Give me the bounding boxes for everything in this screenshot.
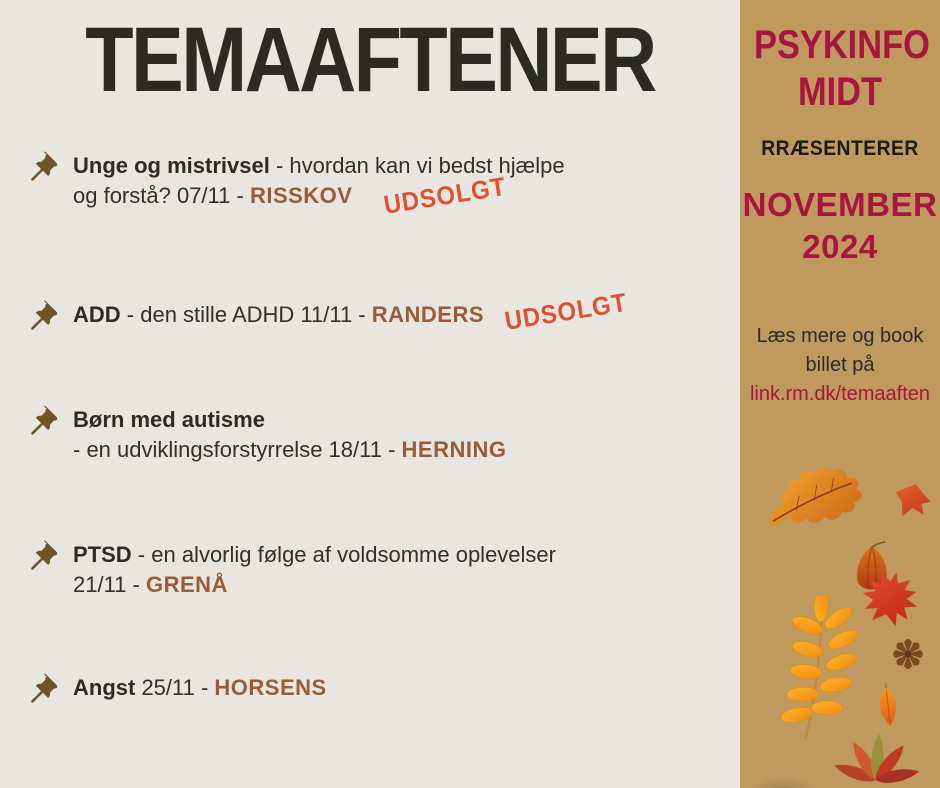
poster-sidebar [740, 0, 940, 788]
event-title: Børn med autisme [73, 407, 265, 432]
event-item-boern-med-autisme [24, 405, 724, 465]
event-location: HERNING [401, 437, 507, 462]
event-line [73, 673, 327, 703]
org-name-line1: PSYKINFO [754, 23, 930, 67]
event-text [73, 300, 484, 330]
edition-date [740, 184, 940, 268]
org-name-line2: MIDT [797, 70, 883, 114]
event-title: ADD [73, 302, 121, 327]
event-description: - den stille ADHD 11/11 - [120, 302, 372, 327]
edition-year: 2024 [802, 228, 878, 265]
event-item-ptsd [24, 540, 724, 600]
pushpin-icon [24, 403, 60, 439]
sold-out-stamp: UDSOLGT [381, 170, 509, 220]
sold-out-stamp: UDSOLGT [502, 286, 630, 336]
event-title: Unge og mistrivsel [73, 153, 270, 178]
event-location: HORSENS [214, 675, 327, 700]
event-description: - en alvorlig følge af voldsomme oplevelser [131, 542, 556, 567]
booking-link[interactable]: link.rm.dk/temaaften [749, 383, 931, 405]
event-line [73, 405, 506, 435]
cta-line1: Læs mere og book [756, 325, 924, 347]
event-description: - hvordan kan vi bedst hjælpe [269, 153, 565, 178]
event-location: RISSKOV [249, 183, 353, 208]
star-anise-icon [890, 636, 926, 672]
event-location: GRENÅ [145, 572, 228, 597]
event-line [73, 300, 484, 330]
event-title: PTSD [73, 542, 132, 567]
event-line [73, 540, 556, 570]
event-date: 21/11 - [73, 572, 146, 597]
event-item-angst [24, 673, 724, 707]
event-text [73, 673, 327, 703]
presents-label: RRÆSENTERER [761, 137, 919, 160]
pushpin-icon [24, 671, 60, 707]
pushpin-icon [24, 538, 60, 574]
pushpin-icon [24, 149, 60, 185]
event-line [73, 435, 506, 465]
leaf-shadow [742, 776, 822, 788]
creeper-leaf-icon [817, 704, 940, 788]
event-date: og forstå? 07/11 - [73, 183, 250, 208]
event-text [73, 405, 506, 465]
event-title: Angst [73, 675, 136, 700]
pushpin-icon [24, 298, 60, 334]
call-to-action [740, 322, 940, 409]
event-text [73, 540, 556, 600]
oak-leaf-icon [752, 452, 877, 542]
event-line [73, 570, 556, 600]
page-title: TEMAAFTENER [85, 9, 655, 111]
edition-month: NOVEMBER [742, 186, 938, 223]
small-red-leaf-icon [889, 478, 938, 524]
cta-line2: billet på [805, 354, 875, 376]
event-date: 25/11 - [135, 675, 215, 700]
event-item-unge-og-mistrivsel [24, 151, 724, 211]
org-name [754, 22, 930, 116]
event-location: RANDERS [371, 302, 485, 327]
event-description: - en udviklingsforstyrrelse 18/11 - [73, 437, 402, 462]
